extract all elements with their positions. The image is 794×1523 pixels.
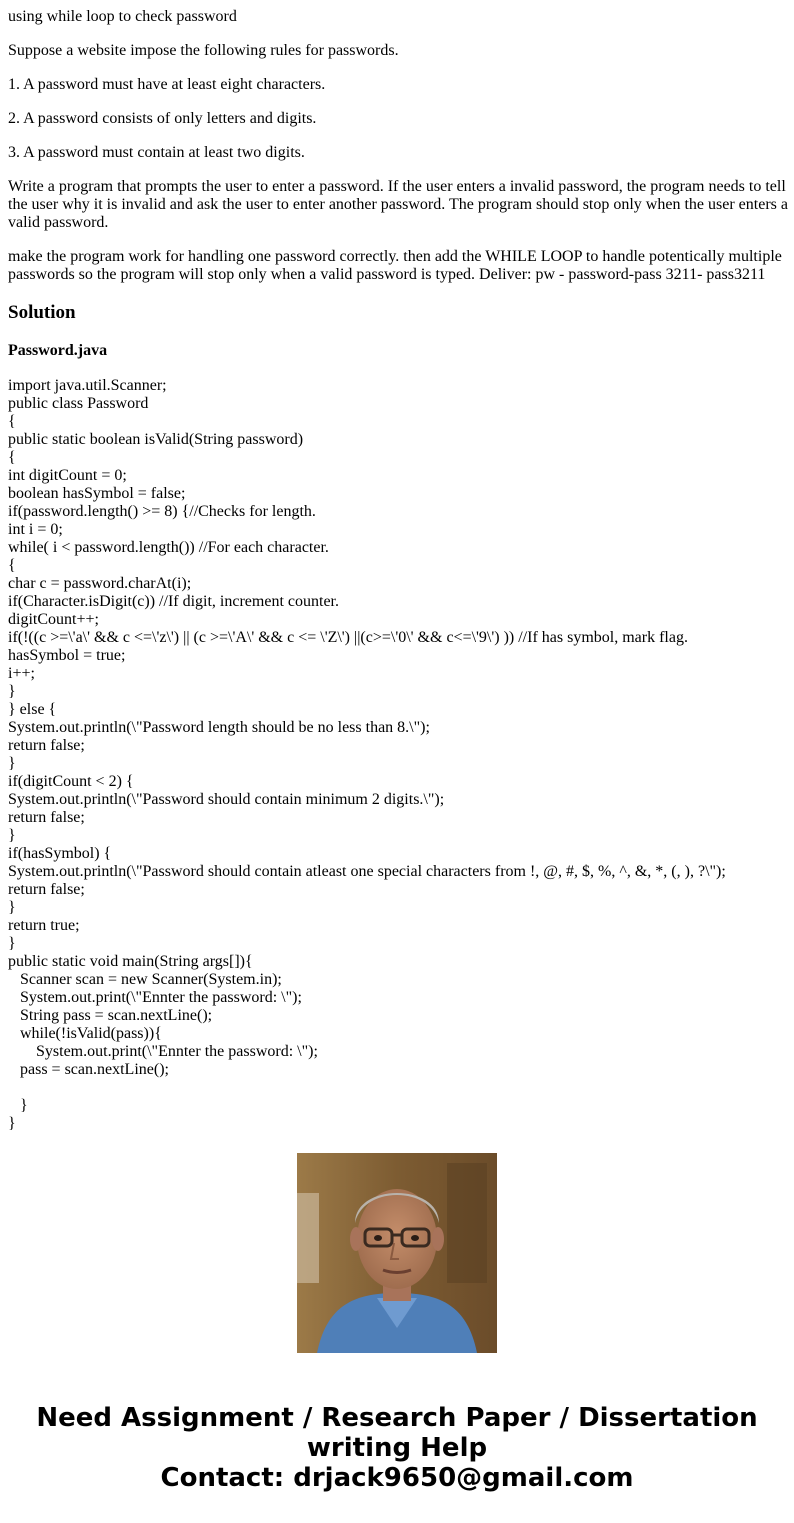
code-line: } <box>8 683 16 700</box>
question-task: Write a program that prompts the user to enter a password. If the user enters a invalid password, the program needs to tell the user why it is invalid and ask the user to enter another password. The program should stop only when the user enters a valid password. <box>8 178 788 231</box>
question-note: make the program work for handling one password correctly. then add the WHILE LOOP to handle potentically multiple passwords so the program will stop only when a valid password is typed. Deliver: pw - password-pass 3211- pass3211 <box>8 248 782 283</box>
code-line: public static void main(String args[]){ <box>8 953 253 970</box>
code-line: while( i < password.length()) //For each character. <box>8 539 329 556</box>
question-title: using while loop to check password <box>8 8 237 25</box>
code-line: { <box>8 413 16 430</box>
solution-heading: Solution <box>8 302 76 323</box>
code-line: } <box>8 827 16 844</box>
code-line: if(Character.isDigit(c)) //If digit, increment counter. <box>8 593 339 610</box>
code-line: return true; <box>8 917 80 934</box>
code-line: int digitCount = 0; <box>8 467 127 484</box>
code-line: Scanner scan = new Scanner(System.in); <box>8 971 282 988</box>
code-line: public static boolean isValid(String password) <box>8 431 304 448</box>
code-line: while(!isValid(pass)){ <box>8 1025 162 1042</box>
code-block <box>8 377 788 1132</box>
code-line: } <box>8 1097 28 1114</box>
code-file-name: Password.java <box>8 342 108 359</box>
code-line: if(!((c >=\'a\' && c <=\'z\') || (c >=\'A\' && c <= \'Z\') ||(c>=\'0\' && c<=\'9\') )) //If has symbol, mark flag. <box>8 629 688 646</box>
code-line: pass = scan.nextLine(); <box>8 1061 169 1078</box>
code-line: if(hasSymbol) { <box>8 845 112 862</box>
question-content <box>8 0 788 1132</box>
code-line: System.out.print(\"Ennter the password: \"); <box>8 989 302 1006</box>
code-line: } <box>8 1115 16 1132</box>
author-photo <box>297 1153 497 1353</box>
code-line: System.out.println(\"Password length should be no less than 8.\"); <box>8 719 430 736</box>
code-line: hasSymbol = true; <box>8 647 126 664</box>
promo-line: Need Assignment / Research Paper / Dissertation <box>36 1403 758 1433</box>
code-line: return false; <box>8 737 85 754</box>
code-line: } <box>8 899 16 916</box>
code-line: { <box>8 449 16 466</box>
code-line: return false; <box>8 809 85 826</box>
rule-item: 1. A password must have at least eight characters. <box>8 76 326 93</box>
code-line: System.out.print(\"Ennter the password: \"); <box>8 1043 318 1060</box>
code-line: digitCount++; <box>8 611 99 628</box>
code-line: public class Password <box>8 395 149 412</box>
code-line: } else { <box>8 701 57 718</box>
code-line: { <box>8 557 16 574</box>
promo-contact: Contact: drjack9650@gmail.com <box>160 1463 634 1493</box>
code-line <box>8 1079 788 1097</box>
code-line: import java.util.Scanner; <box>8 377 167 394</box>
code-line: System.out.println(\"Password should contain atleast one special characters from !, @, #, $, %, ^, &, *, (, ), ?\"); <box>8 863 726 880</box>
code-line: i++; <box>8 665 35 682</box>
promo-banner <box>0 1403 794 1493</box>
promo-line: writing Help <box>306 1433 488 1463</box>
author-avatar <box>297 1153 497 1353</box>
code-line: boolean hasSymbol = false; <box>8 485 186 502</box>
question-intro: Suppose a website impose the following rules for passwords. <box>8 42 399 59</box>
code-line: int i = 0; <box>8 521 63 538</box>
code-line: char c = password.charAt(i); <box>8 575 192 592</box>
code-line: } <box>8 935 16 952</box>
code-line: if(password.length() >= 8) {//Checks for length. <box>8 503 316 520</box>
code-line: } <box>8 755 16 772</box>
rule-item: 2. A password consists of only letters and digits. <box>8 110 317 127</box>
code-line: String pass = scan.nextLine(); <box>8 1007 213 1024</box>
code-line: return false; <box>8 881 85 898</box>
code-line: System.out.println(\"Password should contain minimum 2 digits.\"); <box>8 791 445 808</box>
code-line: if(digitCount < 2) { <box>8 773 134 790</box>
rule-item: 3. A password must contain at least two digits. <box>8 144 305 161</box>
